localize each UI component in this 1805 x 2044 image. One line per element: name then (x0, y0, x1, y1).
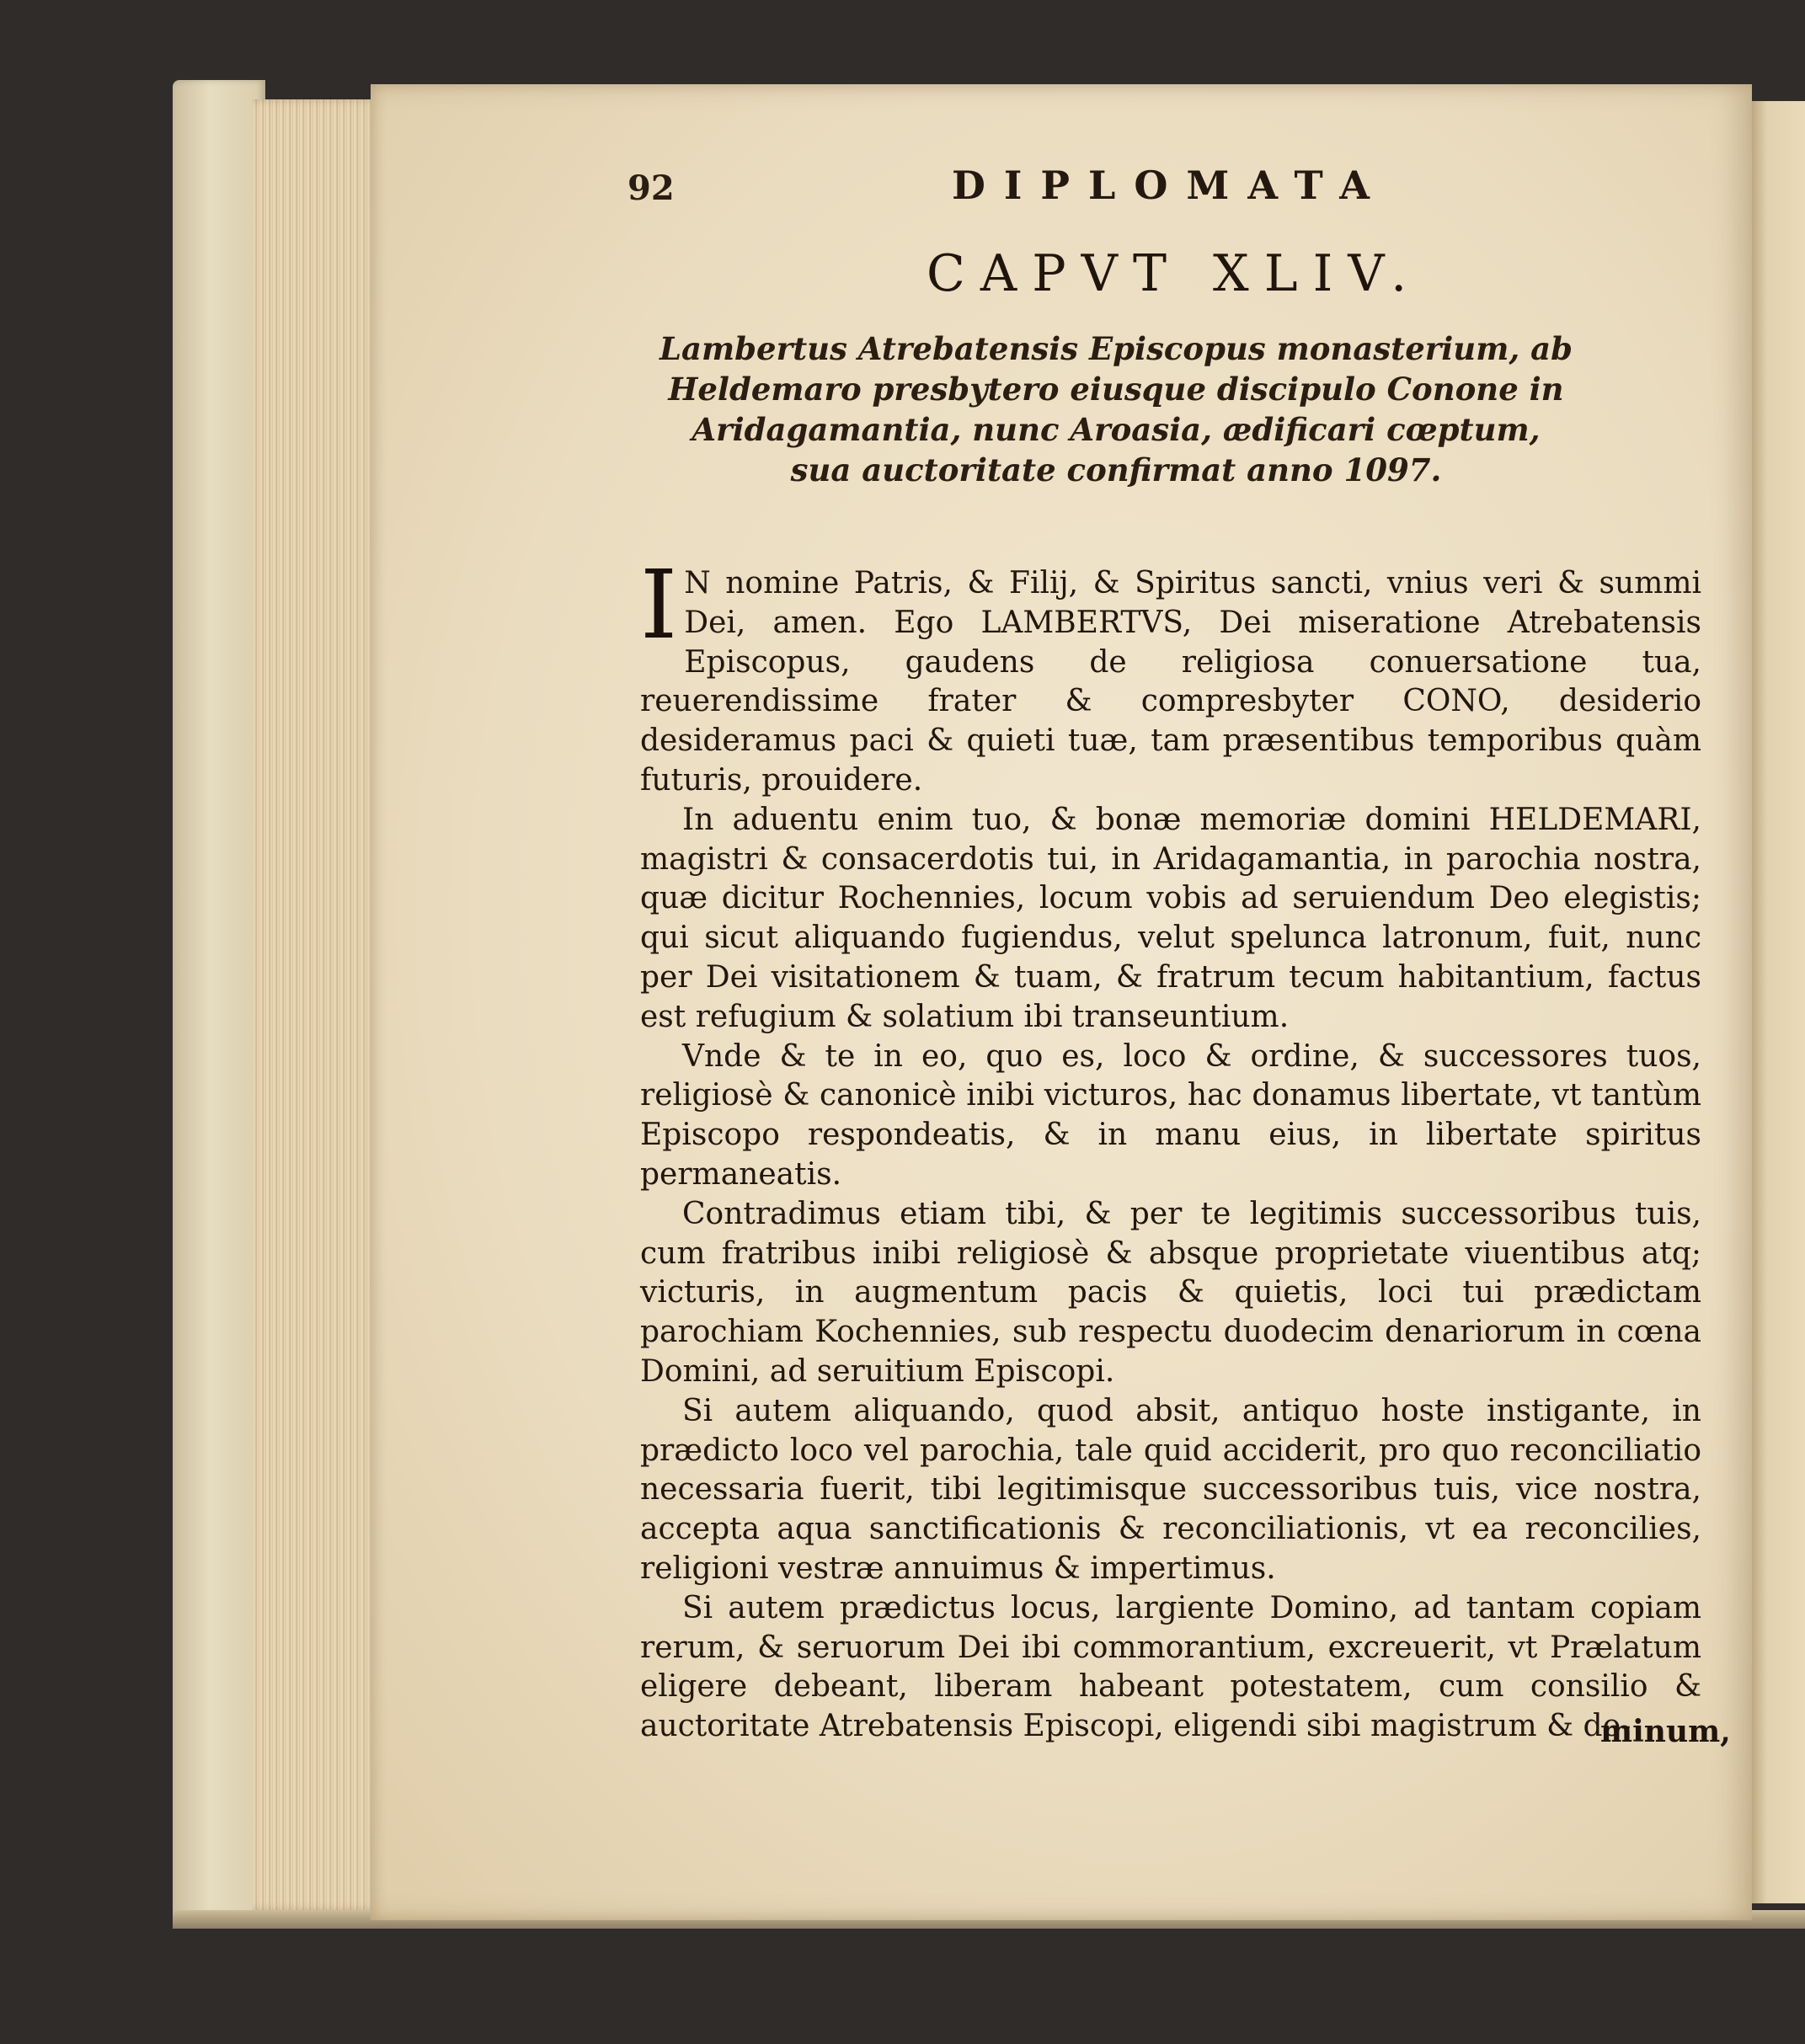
catchword: minum, (1600, 1714, 1731, 1749)
paragraph-1 (640, 551, 1701, 801)
paragraph-1-text: N nomine Patris, & Filij, & Spiritus sancti, vnius veri & summi Dei, amen. Ego LAMBERTVS, Dei miseratione Atrebatensis Episcopus, gaudens de religiosa conuersatione tua, reuerendissime frater & compresbyter CONO, desiderio desideramus paci & quieti tuæ, tam præsentibus temporibus quàm futuris, prouidere. (640, 566, 1701, 798)
stacked-page-edges (253, 99, 379, 1910)
paragraph-6: Si autem prædictus locus, largiente Domino, ad tantam copiam rerum, & seruorum Dei ibi commorantium, excreuerit, vt Prælatum eligere debeant, liberam habeant potestatem, cum consilio & auctoritate Atrebatensis Episcopi, eligendi sibi magistrum & do- (640, 1590, 1701, 1744)
paragraph-4: Contradimus etiam tibi, & per te legitimis successoribus tuis, cum fratribus inibi religiosè & absque proprietate viuentibus atq; victuris, in augmentum pacis & quietis, loci tui prædictam parochiam Kochennies, sub respectu duodecim denariorum in cœna Domini, ad seruitium Episcopi. (640, 1196, 1701, 1389)
running-head: DIPLOMATA (952, 163, 1388, 208)
page-number: 92 (627, 168, 675, 208)
chapter-title: CAPVT XLIV. (927, 244, 1423, 303)
drop-cap: I (640, 551, 678, 660)
chapter-summary: Lambertus Atrebatensis Episcopus monasterium, ab Heldemaro presbytero eiusque discipulo Conone in Aridagamantia, nunc Aroasia, ædificari cœptum, sua auctoritate confirmat anno 1097. (660, 330, 1573, 488)
paragraph-5: Si autem aliquando, quod absit, antiquo hoste instigante, in prædicto loco vel parochia, tale quid acciderit, pro quo reconciliatio necessaria fuerit, tibi legitimisque successoribus tuis, vice nostra, accepta aqua sanctificationis & reconciliationis, vt ea reconcilies, religioni vestræ annuimus & impertimus. (640, 1393, 1701, 1586)
paragraph-3: Vnde & te in eo, quo es, loco & ordine, & successores tuos, religiosè & canonicè inibi victuros, hac donamus libertate, vt tantùm Episcopo respondeatis, & in manu eius, in libertate spiritus permaneatis. (640, 1038, 1701, 1192)
body-text (640, 551, 1701, 1747)
vellum-cover-edge (173, 80, 265, 1924)
facing-page-edge (1750, 101, 1805, 1903)
paragraph-2: In aduentu enim tuo, & bonæ memoriæ domini HELDEMARI, magistri & consacerdotis tui, in Aridagamantia, in parochia nostra, quæ dicitur Rochennies, locum vobis ad seruiendum Deo elegistis; qui sicut aliquando fugiendus, velut spelunca latronum, fuit, nunc per Dei visitationem & tuam, & fratrum tecum habitantium, factus est refugium & solatium ibi transeuntium. (640, 802, 1701, 1034)
